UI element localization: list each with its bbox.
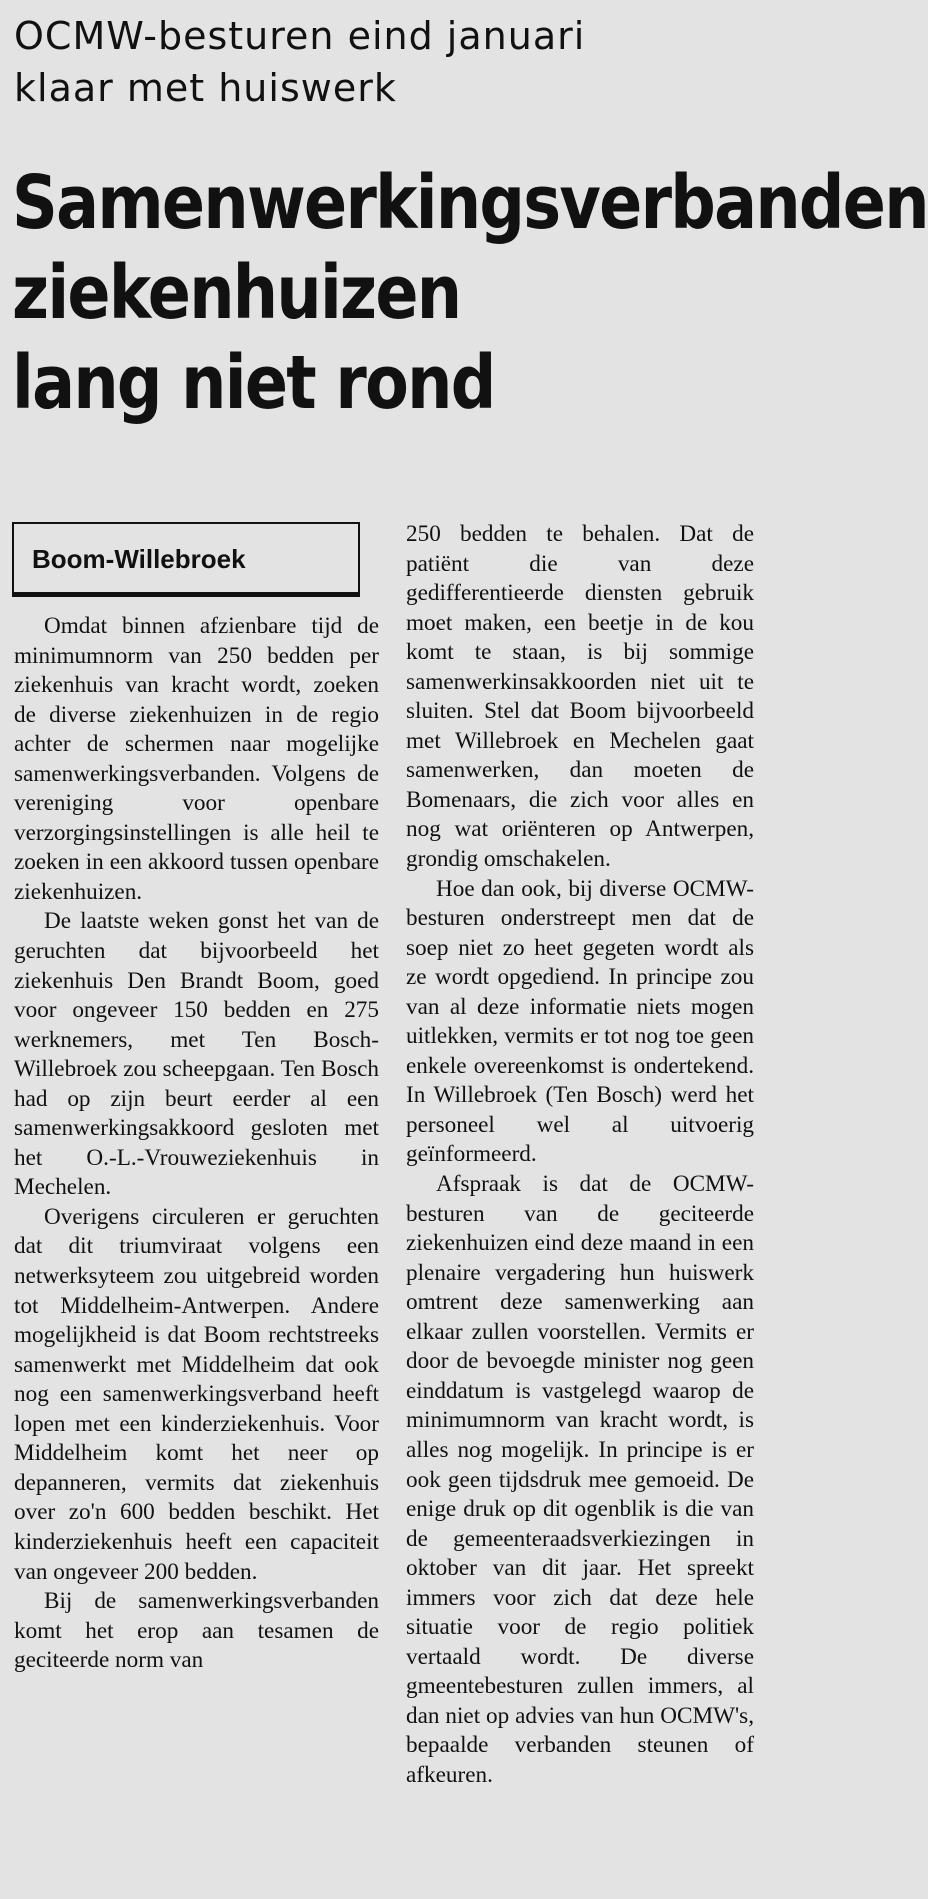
paragraph: Hoe dan ook, bij diverse OCMW-besturen onderstreept men dat de soep niet zo heet gegeten wordt als ze wordt opgediend. In principe zou van al deze informatie niets mogen uitlekken, vermits er tot nog toe geen enkele overeenkomst is ondertekend. In Willebroek (Ten Bosch) werd het personeel wel al uitvoerig geïnformeerd. <box>406 875 754 1168</box>
article-kicker <box>14 10 754 114</box>
paragraph: Overigens circuleren er geruchten dat dit triumviraat volgens een netwerksyteem zou uitgebreid worden tot Middelheim-Antwerpen. Andere mogelijkheid is dat Boom rechtstreeks samenwerkt met Middelheim dat ook nog een samenwerkingsverband heeft lopen met een kinderziekenhuis. Voor Middelheim komt het neer op depanneren, vermits dat ziekenhuis over zo'n 600 bedden beschikt. Het kinderziekenhuis heeft een capaciteit van ongeveer 200 bedden. <box>14 1203 379 1585</box>
headline-line-2: ziekenhuizen <box>12 250 461 336</box>
paragraph: Omdat binnen afzienbare tijd de minimumnorm van 250 bedden per ziekenhuis van kracht wordt, zoeken de diverse ziekenhuizen in de regio achter de schermen naar mogelijke samenwerkingsverbanden. Volgens de vereniging voor openbare verzorgingsinstellingen is alle heil te zoeken in een akkoord tussen openbare ziekenhuizen. <box>14 613 379 905</box>
headline-line-3: lang niet rond <box>12 340 495 426</box>
article-headline <box>12 158 928 428</box>
article-column-left <box>14 612 379 1676</box>
paragraph: Bij de samenwerkingsverbanden komt het erop aan tesamen de geciteerde norm van <box>14 1588 379 1674</box>
article-column-right <box>406 520 754 1791</box>
paragraph: Afspraak is dat de OCMW-besturen van de geciteerde ziekenhuizen eind deze maand in een plenaire vergadering hun huiswerk omtrent deze samenwerking aan elkaar zullen voorstellen. Vermits er door de bevoegde minister nog geen einddatum is vastgelegd waarop de minimumnorm van kracht wordt, is alles nog mogelijk. In principe is er ook geen tijdsdruk mee gemoeid. De enige druk op dit ogenblik is die van de gemeenteraadsverkiezingen in oktober van dit jaar. Het spreekt immers voor zich dat deze hele situatie voor de regio politiek vertaald wordt. De diverse gmeentebesturen zullen immers, al dan niet op advies van hun OCMW's, bepaalde verbanden steunen of afkeuren. <box>406 1171 754 1788</box>
paragraph: 250 bedden te behalen. Dat de patiënt die van deze gedifferentieerde diensten gebruik moet maken, een beetje in de kou komt te staan, is bij sommige samenwerkinsakkoorden niet uit te sluiten. Stel dat Boom bijvoorbeeld met Willebroek en Mechelen gaat samenwerken, dan moeten de Bomenaars, die zich voor alles en nog wat oriënteren op Antwerpen, grondig omschakelen. <box>406 521 754 873</box>
headline-line-1: Samenwerkingsverbanden <box>12 160 928 246</box>
paragraph: De laatste weken gonst het van de geruchten dat bijvoorbeeld het ziekenhuis Den Brandt Boom, goed voor ongeveer 150 bedden en 275 werknemers, met Ten Bosch-Willebroek zou scheepgaan. Ten Bosch had op zijn beurt eerder al een samenwerkingsakkoord gesloten met het O.-L.-Vrouweziekenhuis in Mechelen. <box>14 908 379 1201</box>
kicker-line-1: OCMW-besturen eind januari <box>14 14 586 58</box>
location-label: Boom-Willebroek <box>32 544 246 574</box>
kicker-line-2: klaar met huiswerk <box>14 66 397 110</box>
location-box <box>12 522 360 594</box>
